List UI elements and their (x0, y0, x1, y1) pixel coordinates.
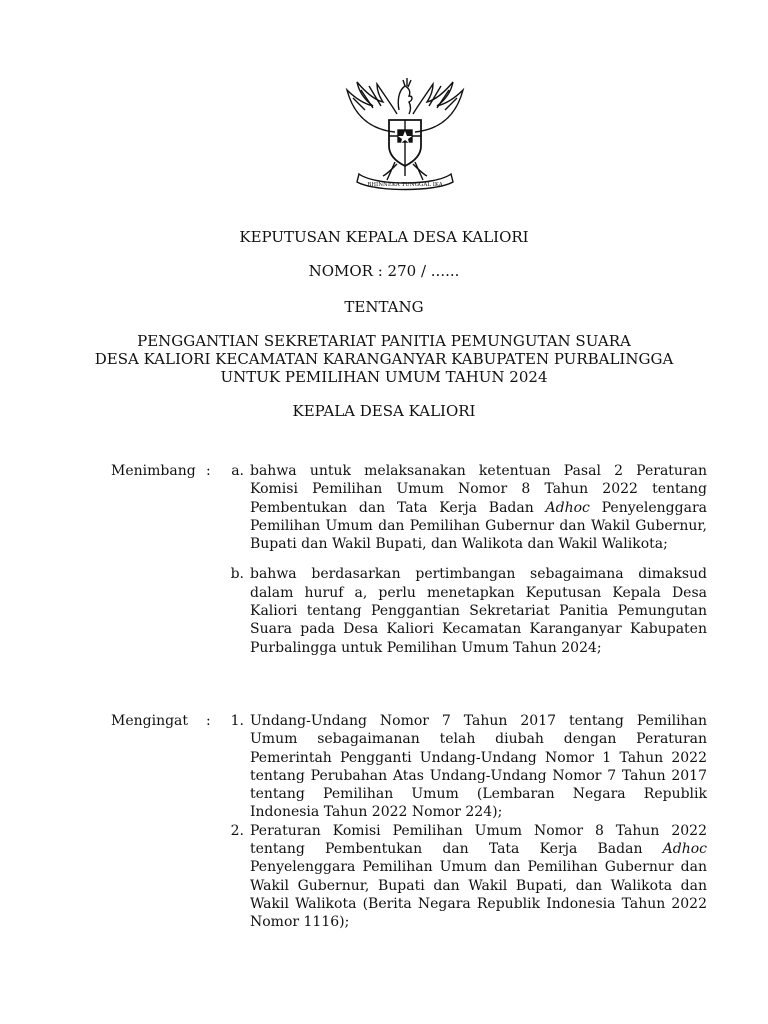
decree-official: KEPALA DESA KALIORI (292, 402, 476, 420)
item-text: bahwa untuk melaksanakan ketentuan Pasal 2 Peraturan Komisi Pemilihan Umum Nomor 8 Tahun 2022 tentang Pembentukan dan Tata Kerja Badan Adhoc Penyelenggara Pemilihan Umum dan Pemilihan Gubernur dan Wakil Gubernur, Bupati dan Wakil Bupati, dan Walikota dan Wakil Walikota; (250, 463, 707, 553)
menimbang-colon: : (206, 463, 211, 479)
item-text: bahwa berdasarkan pertimbangan sebagaimana dimaksud dalam huruf a, perlu menetapkan Keputusan Kepala Desa Kaliori tentang Penggantian Sekretariat Panitia Pemungutan Suara pada Desa Kaliori Kecamatan Karanganyar Kabupaten Purbalingga untuk Pemilihan Umum Tahun 2024; (250, 566, 707, 656)
item-marker: b. (230, 566, 244, 583)
item-text: Peraturan Komisi Pemilihan Umum Nomor 8 Tahun 2022 tentang Pembentukan dan Tata Kerja Badan Adhoc Penyelenggara Pemilihan Umum dan Pemilihan Gubernur dan Wakil Gubernur, Bupati dan Wakil Bupati, dan Walikota dan Wakil Walikota (Berita Negara Republik Indonesia Tahun 2022 Nomor 1116); (250, 822, 707, 931)
decree-subject-line-1: PENGGANTIAN SEKRETARIAT PANITIA PEMUNGUTAN SUARA (137, 332, 631, 350)
menimbang-label: Menimbang (111, 463, 196, 479)
mengingat-section (111, 712, 707, 932)
mengingat-label: Mengingat (111, 713, 189, 729)
item-text: Undang-Undang Nomor 7 Tahun 2017 tentang Pemilihan Umum sebagaimanan telah diubah dengan Peraturan Pemerintah Pengganti Undang-Undang Nomor 1 Tahun 2022 tentang Perubahan Atas Undang-Undang Nomor 7 Tahun 2017 tentang Pemilihan Umum (Lembaran Negara Republik Indonesia Tahun 2022 Nomor 224); (250, 713, 707, 821)
menimbang-item-a (220, 462, 707, 553)
decree-title: KEPUTUSAN KEPALA DESA KALIORI (239, 228, 529, 246)
menimbang-section (111, 462, 707, 669)
mengingat-item-2 (220, 822, 707, 932)
item-marker: 2. (230, 822, 244, 839)
mengingat-item-1 (220, 712, 707, 822)
item-marker: 1. (230, 713, 244, 729)
item-marker: a. (231, 463, 244, 479)
garuda-pancasila-emblem-icon (335, 70, 475, 195)
motto-text: BHINNEKA TUNGGAL IKA (367, 182, 443, 188)
decree-subject-line-2: DESA KALIORI KECAMATAN KARANGANYAR KABUPATEN PURBALINGGA (94, 350, 674, 368)
menimbang-item-b (220, 565, 707, 656)
decree-number: NOMOR : 270 / ...... (308, 262, 460, 280)
mengingat-colon: : (206, 713, 211, 729)
decree-about: TENTANG (344, 298, 424, 316)
decree-subject-line-3: UNTUK PEMILIHAN UMUM TAHUN 2024 (220, 368, 548, 386)
